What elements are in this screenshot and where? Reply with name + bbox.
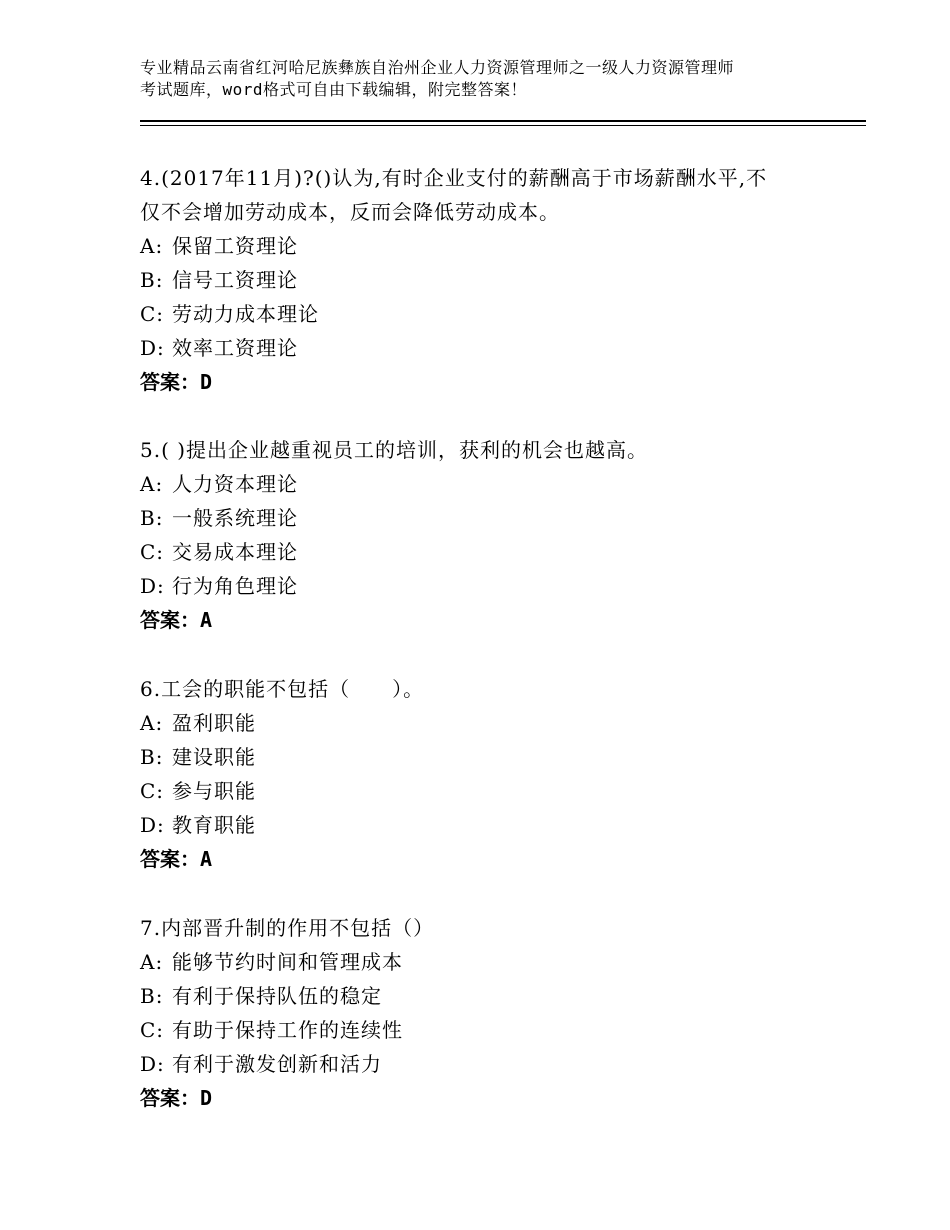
header-title-line-1: 专业精品云南省红河哈尼族彝族自治州企业人力资源管理师之一级人力资源管理师	[140, 58, 735, 77]
option-text: 教育职能	[172, 813, 256, 837]
option-text: 劳动力成本理论	[172, 302, 319, 326]
option-text: 有助于保持工作的连续性	[172, 1018, 403, 1042]
option-c	[140, 774, 820, 808]
option-b	[140, 263, 820, 297]
option-text: 效率工资理论	[172, 336, 298, 360]
header-divider-thick	[140, 120, 866, 122]
option-a	[140, 229, 820, 263]
option-letter: B:	[140, 268, 164, 292]
question-stem-line-1: 6.工会的职能不包括（ ）。	[140, 677, 425, 701]
question-stem-line-2: 仅不会增加劳动成本，反而会降低劳动成本。	[140, 200, 560, 224]
option-text: 有利于保持队伍的稳定	[172, 984, 382, 1008]
question-stem-line-1: 4.(2017年11月)?()认为,有时企业支付的薪酬高于市场薪酬水平,不	[140, 166, 768, 190]
option-letter: A:	[140, 950, 164, 974]
question-stem	[140, 911, 820, 945]
option-a	[140, 706, 820, 740]
option-letter: A:	[140, 711, 164, 735]
option-text: 建设职能	[172, 745, 256, 769]
answer-label: 答案：D	[140, 1086, 213, 1110]
option-a	[140, 467, 820, 501]
option-text: 交易成本理论	[172, 540, 298, 564]
question-7	[140, 911, 820, 1115]
option-letter: A:	[140, 472, 164, 496]
option-letter: A:	[140, 234, 164, 258]
header-title-line-2: 考试题库，word格式可自由下载编辑，附完整答案！	[140, 80, 528, 99]
question-4	[140, 161, 820, 399]
option-letter: D:	[140, 1052, 165, 1076]
option-a	[140, 945, 820, 979]
option-letter: C:	[140, 1018, 165, 1042]
option-d	[140, 1047, 820, 1081]
option-letter: C:	[140, 540, 165, 564]
option-letter: B:	[140, 506, 164, 530]
option-letter: D:	[140, 336, 165, 360]
option-c	[140, 1013, 820, 1047]
option-text: 参与职能	[172, 779, 256, 803]
option-d	[140, 331, 820, 365]
option-text: 人力资本理论	[172, 472, 298, 496]
option-b	[140, 979, 820, 1013]
answer-label: 答案：A	[140, 847, 213, 871]
option-c	[140, 535, 820, 569]
option-b	[140, 740, 820, 774]
option-text: 保留工资理论	[172, 234, 298, 258]
option-text: 盈利职能	[172, 711, 256, 735]
option-text: 有利于激发创新和活力	[172, 1052, 382, 1076]
option-d	[140, 808, 820, 842]
option-text: 信号工资理论	[172, 268, 298, 292]
option-letter: D:	[140, 813, 165, 837]
question-5	[140, 433, 820, 637]
answer-label: 答案：D	[140, 370, 213, 394]
option-letter: C:	[140, 302, 165, 326]
answer-label: 答案：A	[140, 608, 213, 632]
question-stem	[140, 672, 820, 706]
option-letter: C:	[140, 779, 165, 803]
question-stem-line-1: 5.( )提出企业越重视员工的培训，获利的机会也越高。	[140, 438, 649, 462]
question-6	[140, 672, 820, 876]
option-letter: D:	[140, 574, 165, 598]
question-stem	[140, 161, 820, 229]
header-divider-thin	[140, 125, 866, 126]
option-b	[140, 501, 820, 535]
option-c	[140, 297, 820, 331]
option-text: 能够节约时间和管理成本	[172, 950, 403, 974]
option-text: 行为角色理论	[172, 574, 298, 598]
option-letter: B:	[140, 984, 164, 1008]
document-header	[140, 57, 840, 101]
option-d	[140, 569, 820, 603]
option-letter: B:	[140, 745, 164, 769]
option-text: 一般系统理论	[172, 506, 298, 530]
question-stem-line-1: 7.内部晋升制的作用不包括（）	[140, 916, 435, 940]
question-stem	[140, 433, 820, 467]
